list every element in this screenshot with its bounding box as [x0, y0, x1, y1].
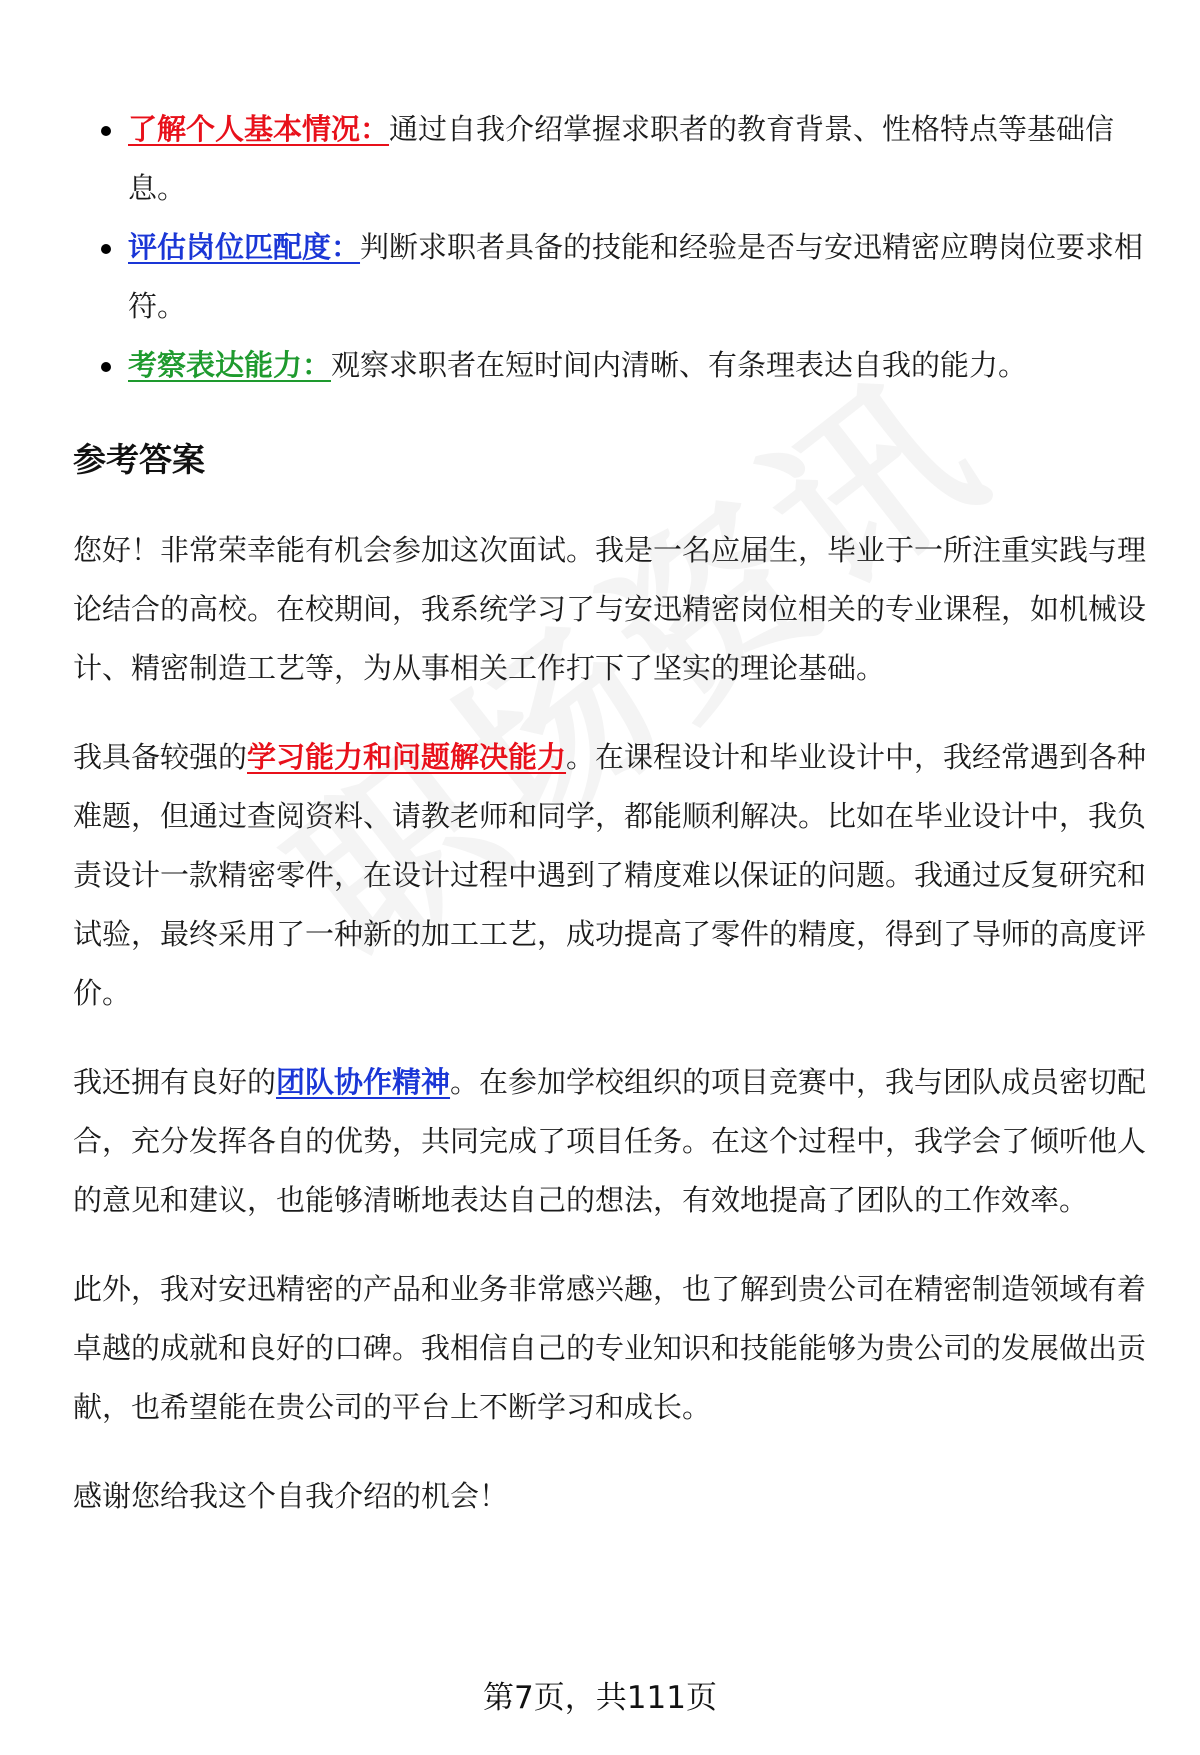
bullet-dot-icon: [101, 362, 111, 372]
paragraph-text: 我还拥有良好的: [73, 1065, 277, 1099]
paragraph-text: 我具备较强的: [73, 740, 248, 774]
bullet-label: 评估岗位匹配度：: [128, 230, 361, 264]
paragraph-intro: 您好！非常荣幸能有机会参加这次面试。我是一名应届生，毕业于一所注重实践与理论结合的高校。在校期间，我系统学习了与安迅精密岗位相关的专业课程，如机械设计、精密制造工艺等，为从事相关工作打下了坚实的理论基础。: [73, 533, 1147, 685]
highlight-teamwork: 团队协作精神: [276, 1065, 451, 1099]
list-item: [73, 336, 1153, 395]
bullet-text: 观察求职者在短时间内清晰、有条理表达自我的能力。: [331, 348, 1028, 382]
paragraph-learning: [73, 728, 1153, 1023]
paragraph-text: 。在课程设计和毕业设计中，我经常遇到各种难题，但通过查阅资料、请教老师和同学，都能顺利解决。比如在毕业设计中，我负责设计一款精密零件，在设计过程中遇到了精度难以保证的问题。我通过反复研究和试验，最终采用了一种新的加工工艺，成功提高了零件的精度，得到了导师的高度评价。: [73, 740, 1147, 1010]
bullet-label: 了解个人基本情况：: [128, 112, 390, 146]
bullet-dot-icon: [101, 244, 111, 254]
paragraph-interest: 此外，我对安迅精密的产品和业务非常感兴趣，也了解到贵公司在精密制造领域有着卓越的成就和良好的口碑。我相信自己的专业知识和技能能够为贵公司的发展做出贡献，也希望能在贵公司的平台上不断学习和成长。: [73, 1272, 1147, 1424]
bullet-label: 考察表达能力：: [128, 348, 332, 382]
bullet-dot-icon: [101, 126, 111, 136]
list-item: [73, 218, 1153, 336]
paragraph-thanks: 感谢您给我这个自我介绍的机会！: [73, 1479, 509, 1513]
highlight-learning: 学习能力和问题解决能力: [247, 740, 567, 774]
section-title: 参考答案: [73, 440, 205, 479]
page-footer: 第7页，共111页: [483, 1680, 717, 1716]
paragraph-teamwork: [73, 1053, 1153, 1230]
bullet-text: 判断求职者具备的技能和经验是否与安迅精密应聘岗位要求相符。: [128, 230, 1144, 323]
bullet-list: [73, 100, 1153, 395]
document-page: [73, 100, 1153, 1556]
bullet-text: 通过自我介绍掌握求职者的教育背景、性格特点等基础信息。: [128, 112, 1115, 205]
list-item: [73, 100, 1153, 218]
paragraph-text: 。在参加学校组织的项目竞赛中，我与团队成员密切配合，充分发挥各自的优势，共同完成了项目任务。在这个过程中，我学会了倾听他人的意见和建议，也能够清晰地表达自己的想法，有效地提高了团队的工作效率。: [73, 1065, 1147, 1217]
